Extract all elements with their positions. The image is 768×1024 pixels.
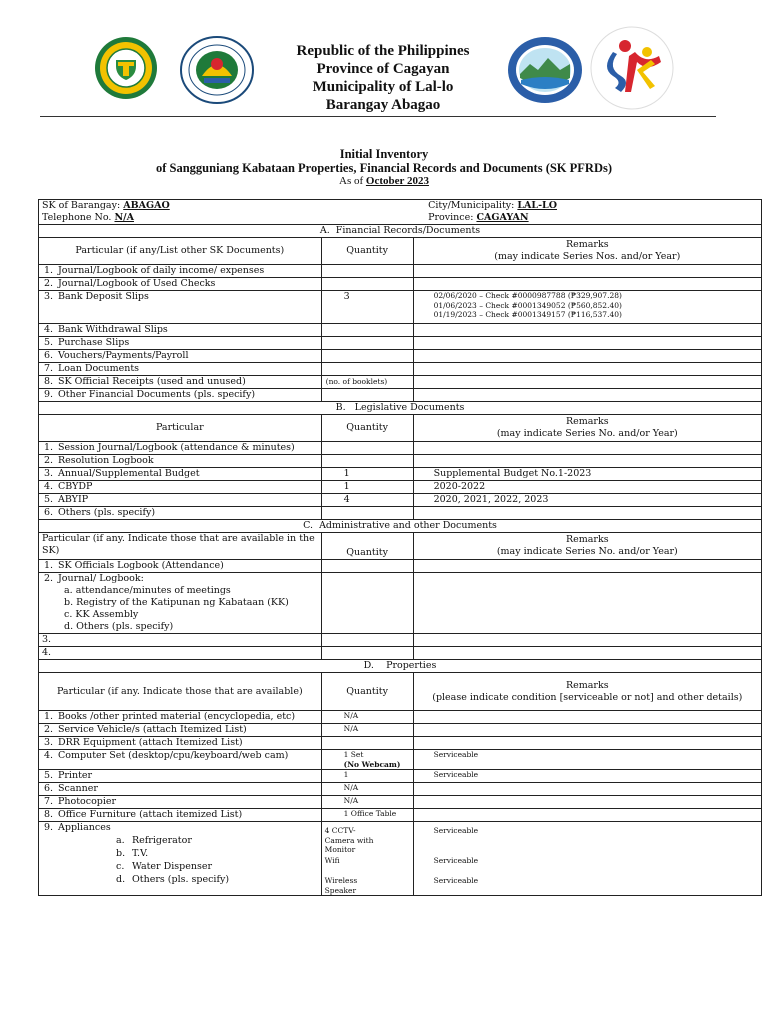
section-c-heading: C. Administrative and other Documents [39, 520, 762, 533]
table-row: 1. Journal/Logbook of daily income/ expenses [39, 265, 762, 278]
inventory-table [38, 199, 762, 896]
table-row: 4. Bank Withdrawal Slips [39, 324, 762, 337]
section-d-appliances-row: 9. Appliances a. Refrigerator b. T.V. c. Water Dispenser d. Others (pls. specify) 4 CCTV-Camera with Monitor Wifi Wireless Speaker Serviceable Serviceable Serviceable [39, 822, 762, 896]
barangay-abagao-seal-icon [507, 36, 583, 104]
section-c-row-4: 4. [39, 647, 762, 660]
table-row: 4. Computer Set (desktop/cpu/keyboard/web cam) 1 Set (No Webcam) Serviceable [39, 750, 762, 770]
table-row: 6. Vouchers/Payments/Payroll [39, 350, 762, 363]
table-row: 5. Purchase Slips [39, 337, 762, 350]
section-a-rows [39, 265, 762, 402]
table-row: 2. Resolution Logbook [39, 455, 762, 468]
info-left [39, 200, 414, 225]
table-row: 6. Scanner N/A [39, 783, 762, 796]
table-row: 8. SK Official Receipts (used and unused) (no. of booklets) [39, 376, 762, 389]
sangguniang-kabataan-logo-icon [587, 26, 677, 110]
section-b-column-headers: Particular Quantity Remarks (may indicate Series No. and/or Year) [39, 415, 762, 442]
table-row: 4. CBYDP 1 2020-2022 [39, 481, 762, 494]
section-b-rows [39, 442, 762, 520]
table-row: 3. Annual/Supplemental Budget 1 Supplemental Budget No.1-2023 [39, 468, 762, 481]
table-row: 1. Books /other printed material (encyclopedia, etc) N/A [39, 711, 762, 724]
section-d-heading: D. Properties [39, 660, 762, 673]
title-as-of: As of October 2023 [339, 175, 429, 187]
appliance-remark-speaker: Serviceable [433, 876, 479, 885]
section-b-heading: B. Legislative Documents [39, 402, 762, 415]
table-row: 5. ABYIP 4 2020, 2021, 2022, 2023 [39, 494, 762, 507]
title-subject: of Sangguniang Kabataan Properties, Financial Records and Documents (SK PFRDs) [155, 161, 613, 175]
as-of-date: October 2023 [365, 175, 429, 187]
table-row: 1. Session Journal/Logbook (attendance & minutes) [39, 442, 762, 455]
section-c-column-headers: Particular (if any. Indicate those that are available in the SK) Quantity Remarks (may indicate Series No. and/or Year) [39, 533, 762, 560]
appliance-remark-cctv: Serviceable [433, 826, 479, 835]
sk-barangay: SK of Barangay: ABAGAO [42, 200, 170, 211]
header-country: Republic of the Philippines [296, 43, 470, 59]
appliance-qty-wifi: Wifi [324, 856, 340, 865]
telephone: Telephone No. N/A [42, 212, 135, 223]
section-c-row-3: 3. [39, 634, 762, 647]
section-c-row-2: 2. Journal/ Logbook: a. attendance/minutes of meetings b. Registry of the Katipunan ng Kabataan (KK) c. KK Assembly d. Others (pls. specify) [39, 573, 762, 634]
appliance-qty-cctv: 4 CCTV-Camera with Monitor [324, 826, 374, 854]
header-province: Province of Cagayan [316, 61, 450, 77]
city-municipality: City/Municipality: LAL-LO [428, 200, 558, 211]
section-c-row-1: 1. SK Officials Logbook (Attendance) [39, 560, 762, 573]
province-of-cagayan-seal-icon [94, 36, 158, 100]
province: Province: CAGAYAN [428, 212, 529, 223]
table-row: 2. Service Vehicle/s (attach Itemized List) N/A [39, 724, 762, 737]
table-row: 6. Others (pls. specify) [39, 507, 762, 520]
section-d-rows [39, 711, 762, 822]
header-divider [40, 116, 716, 117]
title-initial-inventory: Initial Inventory [339, 147, 429, 161]
header-lines [268, 42, 498, 114]
table-row: 7. Photocopier N/A [39, 796, 762, 809]
info-right [413, 200, 761, 225]
table-row: 7. Loan Documents [39, 363, 762, 376]
header-barangay: Barangay Abagao [325, 97, 441, 113]
document-header [0, 0, 768, 120]
section-d-column-headers: Particular (if any. Indicate those that are available) Quantity Remarks (please indicate condition [serviceable or not] and other details) [39, 673, 762, 711]
section-a-heading: A. Financial Records/Documents [39, 225, 762, 238]
table-row: 8. Office Furniture (attach itemized List) 1 Office Table [39, 809, 762, 822]
appliance-qty-speaker: Wireless Speaker [324, 876, 358, 895]
info-row [39, 200, 762, 225]
table-row: 5. Printer 1 Serviceable [39, 770, 762, 783]
table-row: 3. DRR Equipment (attach Itemized List) [39, 737, 762, 750]
appliance-remark-wifi: Serviceable [433, 856, 479, 865]
form-title [0, 147, 768, 188]
municipality-of-lal-lo-seal-icon [180, 36, 254, 104]
section-a-column-headers: Particular (if any/List other SK Documents) Quantity Remarks (may indicate Series Nos. and/or Year) [39, 238, 762, 265]
table-row: 2. Journal/Logbook of Used Checks [39, 278, 762, 291]
header-municipality: Municipality of Lal-lo [312, 79, 454, 95]
table-row: 9. Other Financial Documents (pls. specify) [39, 389, 762, 402]
table-row: 3. Bank Deposit Slips 3 02/06/2020 – Check #0000987788 (₱329,907.28) 01/06/2023 – Check #0001349052 (₱560,852.40) 01/19/2023 – Check #0001349157 (₱116,537.40) [39, 291, 762, 324]
